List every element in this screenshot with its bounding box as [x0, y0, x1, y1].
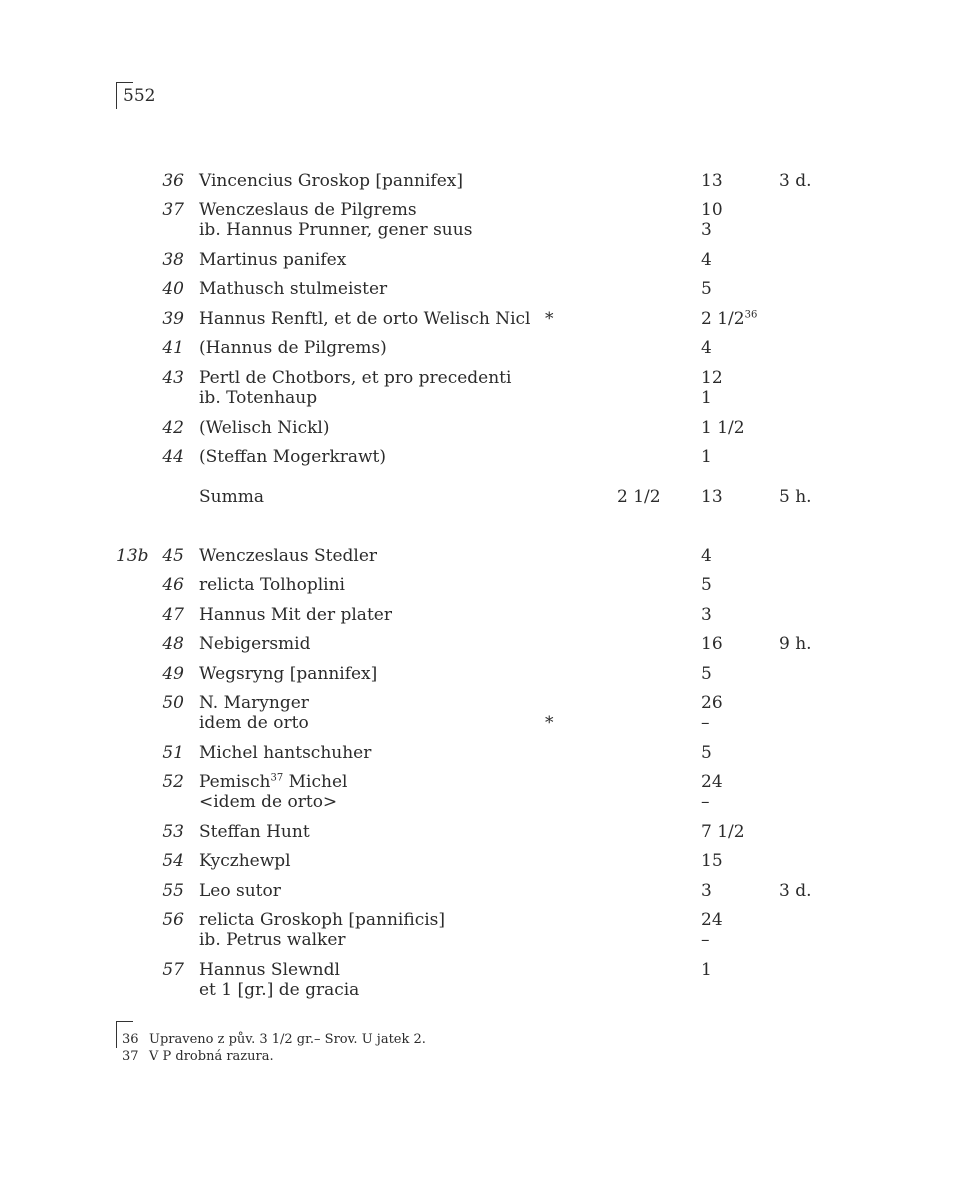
entry-number: 40	[162, 279, 184, 299]
amount-groschen: 15	[701, 851, 723, 871]
entry-name: Steffan Hunt	[199, 822, 310, 842]
entry-name: (Welisch Nickl)	[199, 418, 330, 438]
amount-groschen: 5	[701, 575, 712, 595]
footnote-reference: 37	[270, 772, 284, 784]
amount-groschen: 7 1/2	[701, 822, 745, 842]
amount-groschen	[701, 309, 757, 329]
page-number: 552	[123, 86, 156, 106]
amount-groschen: 5	[701, 279, 712, 299]
amount-groschen: 24	[701, 910, 723, 930]
amount-groschen: –	[701, 792, 710, 812]
entry-name: relicta Tolhoplini	[199, 575, 345, 595]
entry-name: Michel hantschuher	[199, 743, 372, 763]
amount-extra: 3 d.	[779, 171, 812, 191]
amount-groschen: –	[701, 930, 710, 950]
amount-extra: 9 h.	[779, 634, 812, 654]
entry-subline: et 1 [gr.] de gracia	[199, 980, 360, 1000]
entry-number: 50	[162, 693, 184, 713]
entry-number: 47	[162, 605, 184, 625]
entry-number: 42	[162, 418, 184, 438]
entry-name: Wenczeslaus de Pilgrems	[199, 200, 417, 220]
entry-number: 51	[162, 743, 184, 763]
entry-name: Nebigersmid	[199, 634, 311, 654]
entry-number: 41	[162, 338, 184, 358]
entry-number: 45	[162, 546, 184, 566]
summa-label: Summa	[199, 487, 264, 507]
entry-number: 48	[162, 634, 184, 654]
amount-extra: 3 d.	[779, 881, 812, 901]
entry-subline: <idem de orto>	[199, 792, 338, 812]
amount-groschen: 16	[701, 634, 723, 654]
amount-groschen: 5	[701, 743, 712, 763]
amount-groschen: 4	[701, 546, 712, 566]
entry-number: 55	[162, 881, 184, 901]
footnote-text: Upraveno z pův. 3 1/2 gr.– Srov. U jatek 2.	[149, 1032, 426, 1047]
entry-number: 39	[162, 309, 184, 329]
amount-groschen: 13	[701, 171, 723, 191]
entry-subline: ib. Totenhaup	[199, 388, 318, 408]
entry-name: Martinus panifex	[199, 250, 347, 270]
asterisk-mark: *	[545, 309, 554, 329]
amount-groschen: 3	[701, 881, 712, 901]
entry-subline: ib. Petrus walker	[199, 930, 346, 950]
entry-number: 54	[162, 851, 184, 871]
entry-number: 36	[162, 171, 184, 191]
name-part: Pemisch	[199, 772, 271, 792]
footnote-number: 36	[122, 1032, 139, 1047]
entry-name: Hannus Renftl, et de orto Welisch Nicl	[199, 309, 531, 329]
summa-amount-groschen: 13	[701, 487, 723, 507]
entry-number: 38	[162, 250, 184, 270]
folio-marker: 13b	[116, 546, 149, 566]
entry-name: Leo sutor	[199, 881, 281, 901]
entry-name: Pertl de Chotbors, et pro precedenti	[199, 368, 512, 388]
entry-number: 53	[162, 822, 184, 842]
entry-name: Hannus Slewndl	[199, 960, 340, 980]
entry-name: Hannus Mit der plater	[199, 605, 392, 625]
entry-number: 43	[162, 368, 184, 388]
summa-amount-a: 2 1/2	[617, 487, 661, 507]
entry-number: 49	[162, 664, 184, 684]
entry-number: 52	[162, 772, 184, 792]
amount-groschen: 1	[701, 388, 712, 408]
footnote-text: V P drobná razura.	[149, 1049, 274, 1064]
entry-name	[199, 772, 347, 792]
entry-name: Wegsryng [pannifex]	[199, 664, 378, 684]
entry-number: 46	[162, 575, 184, 595]
amount-groschen: 4	[701, 250, 712, 270]
entry-name: Kyczhewpl	[199, 851, 291, 871]
entry-name: (Steffan Mogerkrawt)	[199, 447, 387, 467]
entry-name: Vincencius Groskop [pannifex]	[199, 171, 463, 191]
entry-name: Wenczeslaus Stedler	[199, 546, 378, 566]
footnote-number: 37	[122, 1049, 139, 1064]
amount-groschen: 26	[701, 693, 723, 713]
amount-groschen: 3	[701, 220, 712, 240]
amount-groschen: 5	[701, 664, 712, 684]
amount-groschen: –	[701, 713, 710, 733]
amount-value: 2 1/2	[701, 309, 745, 329]
entry-number: 37	[162, 200, 184, 220]
amount-groschen: 24	[701, 772, 723, 792]
asterisk-mark: *	[545, 713, 554, 733]
entry-number: 56	[162, 910, 184, 930]
entry-name: N. Marynger	[199, 693, 309, 713]
entry-name: Mathusch stulmeister	[199, 279, 388, 299]
entry-subline: ib. Hannus Prunner, gener suus	[199, 220, 473, 240]
amount-groschen: 12	[701, 368, 723, 388]
entry-number: 44	[162, 447, 184, 467]
amount-groschen: 10	[701, 200, 723, 220]
amount-groschen: 3	[701, 605, 712, 625]
amount-groschen: 1	[701, 447, 712, 467]
amount-groschen: 1 1/2	[701, 418, 745, 438]
footnote-reference: 36	[744, 309, 758, 321]
entry-subline: idem de orto	[199, 713, 309, 733]
amount-groschen: 4	[701, 338, 712, 358]
entry-name: (Hannus de Pilgrems)	[199, 338, 387, 358]
entry-name: relicta Groskoph [pannificis]	[199, 910, 446, 930]
summa-amount-extra: 5 h.	[779, 487, 812, 507]
entry-number: 57	[162, 960, 184, 980]
amount-groschen: 1	[701, 960, 712, 980]
name-part: Michel	[283, 772, 348, 792]
